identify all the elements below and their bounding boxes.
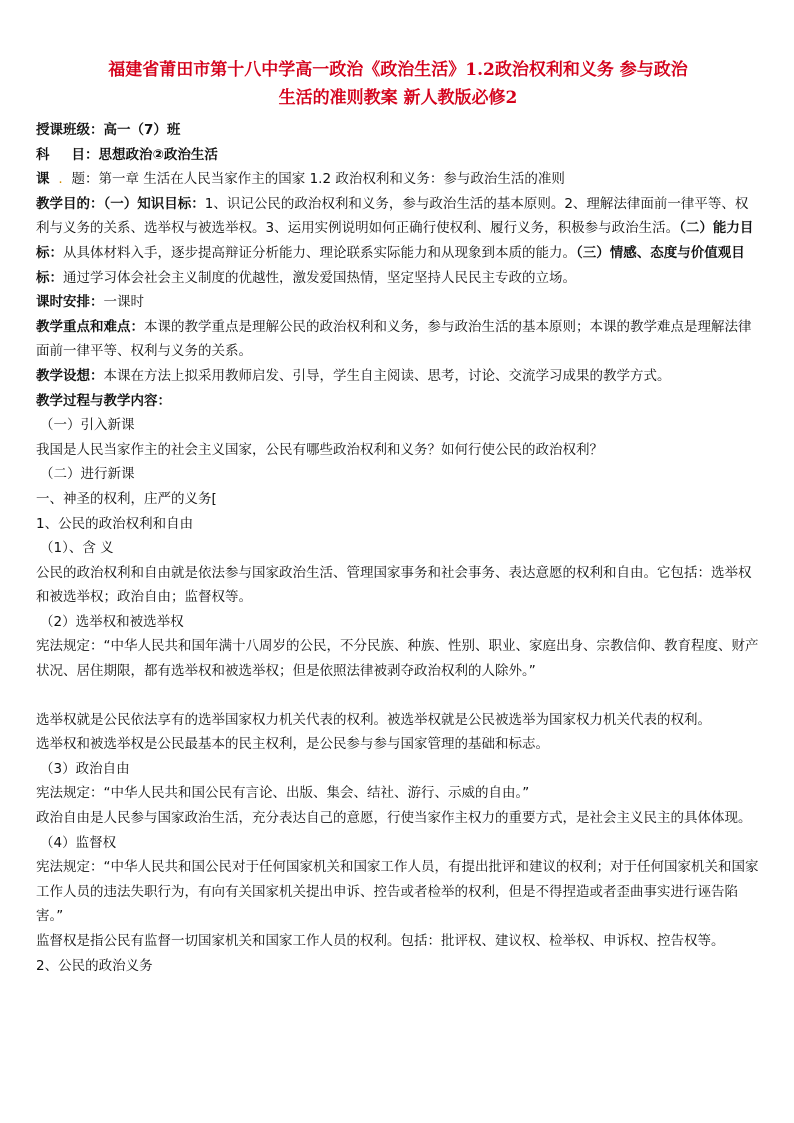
body-paragraph: 选举权就是公民依法享有的选举国家权力机关代表的权利。被选举权就是公民被选举为国家权力机关代表的权利。 [36,711,711,728]
subject-label-b: 目： [71,146,99,163]
body-paragraph: 选举权和被选举权是公民最基本的民主权利，是公民参与参与国家管理的基础和标志。 [36,736,549,753]
emotion-goal-label: （三）情感、态度与价值观目标： [36,244,745,286]
body-paragraph: （2）选举权和被选举权 [40,613,184,630]
body-paragraph: 2、公民的政治义务 [36,957,153,974]
body-paragraph: 宪法规定：“中华人民共和国公民对于任何国家机关和国家工作人员，有提出批评和建议的权利；对于任何国家机关和国家工作人员的违法失职行为，有向有关国家机关提出申诉、控告或者检举的权利，但是不得捏造或者歪曲事实进行诬告陷害。” [36,859,759,925]
design-label: 教学设想： [36,367,104,384]
body-paragraph: （3）政治自由 [40,760,130,777]
key-points-text: 本课的教学重点是理解公民的政治权利和义务，参与政治生活的基本原则；本课的教学难点是理解法律面前一律平等、权利与义务的关系。 [36,318,752,360]
design-paragraph [36,364,760,389]
document-page [36,56,760,978]
knowledge-goal-text: 1、识记公民的政治权利和义务，参与政治生活的基本原则。2、理解法律面前一律平等、权利与义务的关系、选举权与被选举权。3、运用实例说明如何正确行使权利、履行义务，积极参与政治生活。 [36,195,749,237]
body-paragraph: 一、神圣的权利，庄严的义务[ [36,490,217,507]
schedule-line [36,290,760,315]
title-line-2: 生活的准则教案 新人教版必修2 [278,88,518,108]
body-paragraph: 监督权是指公民有监督一切国家机关和国家工作人员的权利。包括：批评权、建议权、检举权、申诉权、控告权等。 [36,933,725,949]
body-paragraph: （二）进行新课 [40,466,135,483]
class-label: 授课班级： [36,122,104,138]
topic-label-a: 课 [36,171,50,188]
body-paragraph: 宪法规定：“中华人民共和国公民有言论、出版、集会、结社、游行、示威的自由。” [36,785,530,802]
class-value: 高一（7）班 [103,122,181,138]
schedule-label: 课时安排： [36,294,104,311]
subject-line [36,143,760,168]
schedule-value: 一课时 [103,294,144,311]
body-paragraph: 公民的政治权利和自由就是依法参与国家政治生活、管理国家事务和社会事务、表达意愿的权利和自由。它包括：选举权和被选举权；政治自由；监督权等。 [36,564,752,606]
key-points-label: 教学重点和难点： [36,318,144,335]
topic-value: 第一章 生活在人民当家作主的国家 1.2 政治权利和义务：参与政治生活的准则 [98,171,565,188]
topic-label-dot: . [58,171,63,188]
title-line-1: 福建省莆田市第十八中学高一政治《政治生活》1.2政治权利和义务 参与政治 [108,60,688,80]
ability-goal-label: （二）能力目标： [36,220,754,261]
subject-value: 思想政治②政治生活 [98,146,218,163]
body-paragraph: （1）、含 义 [40,540,114,557]
body-paragraph: （一）引入新课 [40,417,135,434]
body-paragraph: 我国是人民当家作主的社会主义国家，公民有哪些政治权利和义务？如何行使公民的政治权利？ [36,441,603,458]
blank-line [36,684,760,708]
document-title [36,56,760,112]
knowledge-goal-label: （一）知识目标： [103,195,205,212]
topic-label-b: 题： [71,171,99,188]
goals-label: 教学目的： [36,195,104,212]
goals-paragraph [36,192,760,290]
body-paragraph: 1、公民的政治权利和自由 [36,515,194,532]
body-paragraph: 政治自由是人民参与国家政治生活，充分表达自己的意愿，行使当家作主权力的重要方式，是社会主义民主的具体体现。 [36,810,752,827]
body-paragraph: （4）监督权 [40,834,117,851]
emotion-goal-text: 通过学习体会社会主义制度的优越性，激发爱国热情，坚定坚持人民民主专政的立场。 [63,269,576,286]
design-text: 本课在方法上拟采用教师启发、引导，学生自主阅读、思考，讨论、交流学习成果的教学方式。 [103,367,671,384]
process-heading: 教学过程与教学内容： [36,392,171,409]
topic-line [36,167,760,192]
subject-label-a: 科 [36,146,50,163]
key-points-paragraph [36,315,760,364]
class-line [36,118,760,143]
body-paragraph: 宪法规定：“中华人民共和国年满十八周岁的公民，不分民族、种族、性别、职业、家庭出身、宗教信仰、教育程度、财产状况、居住期限，都有选举权和被选举权；但是依照法律被剥夺政治权利的人除外。” [36,638,759,680]
ability-goal-text: 从具体材料入手，逐步提高辩证分析能力、理论联系实际能力和从现象到本质的能力。 [63,244,576,261]
